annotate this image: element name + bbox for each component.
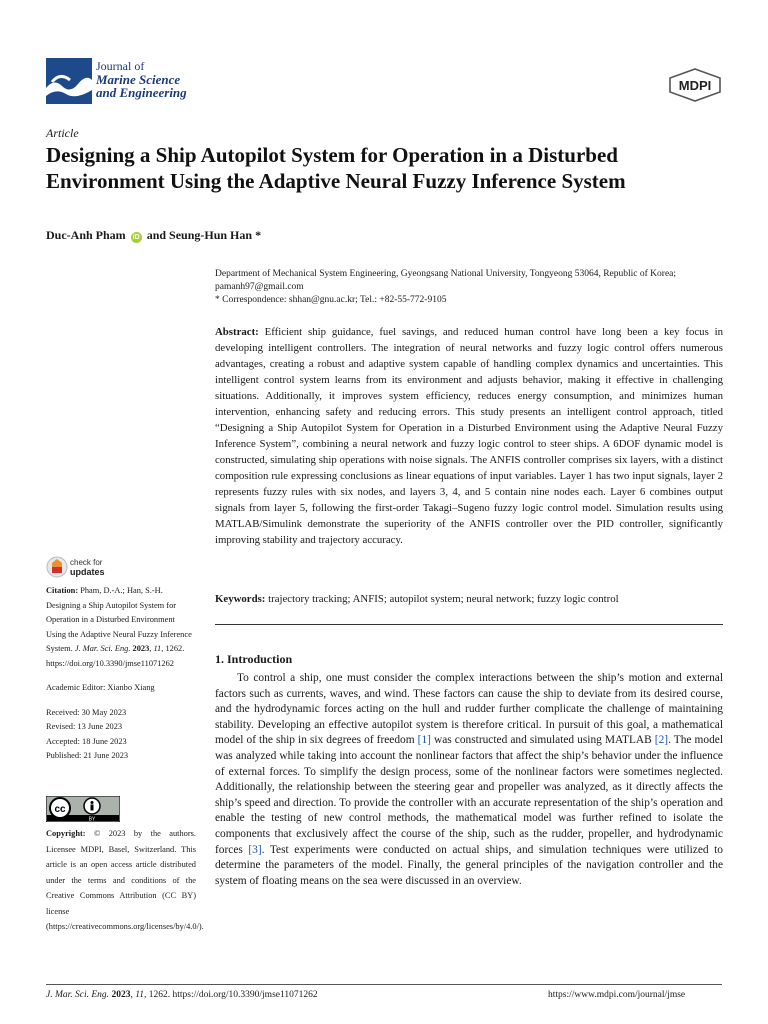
correspondence: * Correspondence: shhan@gnu.ac.kr; Tel.: +82-55-772-9105 [215,295,447,305]
journal-name-line3: and Engineering [96,85,187,100]
paper-title: Designing a Ship Autopilot System for Operation in a Disturbed Environment Using the Adaptive Neural Fuzzy Inference System [46,143,626,193]
mdpi-logo-text: MDPI [678,78,712,93]
journal-name [96,60,187,99]
citation-link[interactable]: [3] [248,843,262,856]
abstract-text: Efficient ship guidance, fuel savings, and reduced human control have long been a key focus in developing intelligent controllers. The integration of neural networks and fuzzy logic control offers numerous advantages, creating a robust and adaptive system capable of handling complex dynamics and uncertainties. This intelligent control system learns from its environment and adjusts behavior, making it effective in challenging situations. Additionally, it improves system efficiency, reduces energy consumption, and minimizes human intervention, enhancing safety and reducing errors. This study presents an intelligent control approach, titled “Designing a Ship Autopilot System for Operation in a Disturbed Environment using the Adaptive Neural Fuzzy Inference System”, combining a neural network and fuzzy logic control to steer ships. A 6DOF dynamic model is constructed, simulating ship operations with noise signals. The ANFIS controller comprises six layers, with a distinct composition rule expressing conclusions as linear equations of input variables. Layer 1 has two input signals, layer 2 represents fuzzy rules with six nodes, and layers 3, 4, and 5 contain nine nodes each. Layer 6 combines output signals from layer 5, following the first-order Takagi–Sugeno fuzzy logic control model. Simulation results using MATLAB/Simulink demonstrate the superiority of the ANFIS controller over the PID controller, significantly improving stability and trajectory accuracy. [215,326,723,546]
citation-text: Pham, D.-A.; Han, S.-H. Designing a Ship Autopilot System for Operation in a Disturbed Environment Using the Adaptive Neural Fuzzy Inference System. [46,586,192,653]
intro-text: was constructed and simulated using MATLAB [430,734,655,747]
svg-text:cc: cc [54,804,66,815]
mdpi-logo-icon [668,68,722,102]
divider [215,624,723,625]
keywords [215,593,723,605]
citation-link[interactable]: [1] [417,734,431,747]
author-name[interactable]: and Seung-Hun Han * [146,228,262,242]
abstract-label: Abstract: [215,326,259,338]
footer-doi[interactable]: , 1262. https://doi.org/10.3390/jmse11071262 [143,990,318,1000]
copyright-label: Copyright: [46,829,86,838]
dates [46,706,194,764]
abstract [215,324,723,548]
journal-name-line1: Journal of [96,59,145,73]
footer-year: 2023 [111,990,131,1000]
footer-citation: J. Mar. Sci. Eng. 2023, 11, 1262. https://doi.org/10.3390/jmse11071262 [46,990,318,1000]
intro-text: To control a ship, one must consider the complex interactions between the ship’s motion and external factors such as currents, waves, and wind. These factors can cause the ship to deviate from its desired course, and the hydrodynamic forces acting on the hull and rudder further complicate the challenge of maintaining stability. Developing an effective autopilot system is therefore critical. In pursuit of this goal, a mathematical model of the ship in six degrees of freedom [215,672,723,747]
copyright-notice [46,826,204,935]
section-heading: 1. Introduction [215,652,293,666]
citation-label: Citation: [46,586,79,595]
affiliation [215,268,725,307]
sidebar-info [46,584,194,764]
citation-year: 2023 [132,644,150,653]
footer-journal-url[interactable]: https://www.mdpi.com/journal/jmse [548,990,686,1000]
published-date: Published: 21 June 2023 [46,751,129,760]
cc-badge-label: BY [88,816,96,822]
revised-date: Revised: 13 June 2023 [46,722,123,731]
footer-divider [46,984,722,985]
received-date: Received: 30 May 2023 [46,707,127,717]
author-list [46,228,261,243]
journal-logo-icon [46,58,92,104]
keywords-label: Keywords: [215,593,266,605]
citation-journal: J. Mar. Sci. Eng. [74,644,131,653]
citation-volume: 11 [153,644,162,653]
intro-text: . Test experiments were conducted on actual ships, and simulation techniques were utilized to determine the parameters of the model. Finally, the general principles of the navigation controller and the system of floating means on the sea were discussed in an overview. [215,843,723,887]
affiliation-line: Department of Mechanical System Engineering, Gyeongsang National University, Tongyeong 53064, Republic of Korea; [215,269,677,279]
citation-doi[interactable]: , 1262. https://doi.org/10.3390/jmse11071262 [46,644,185,668]
citation-link[interactable]: [2] [654,734,669,747]
journal-name-line2: Marine Science [96,72,181,87]
check-for-updates-line1: check for [70,558,103,567]
author-name[interactable]: Duc-Anh Pham [46,228,126,242]
check-for-updates-line2: updates [70,567,105,577]
orcid-icon[interactable]: iD [132,234,140,241]
accepted-date: Accepted: 18 June 2023 [46,736,127,746]
article-type: Article [46,126,79,140]
affiliation-email[interactable]: pamanh97@gmail.com [215,282,304,292]
cc-by-license-icon[interactable] [46,796,120,822]
citation-block: Citation: Pham, D.-A.; Han, S.-H. Designing a Ship Autopilot System for Operation in a Disturbed Environment Using the Adaptive Neural Fuzzy Inference System. J. Mar. Sci. Eng. 2023, 11, 1262. https://doi.org/10.3390/jmse11071262 [46,586,192,668]
check-for-updates-icon[interactable] [46,555,126,579]
footer-journal: J. Mar. Sci. Eng. [46,990,110,1000]
copyright-text: © 2023 by the authors. Licensee MDPI, Basel, Switzerland. This article is an open access article distributed under the terms and conditions of the Creative Commons Attribution (CC BY) license (https://creativecommons.org/licenses/by/4.0/). [46,829,204,931]
footer-volume: 11 [135,990,144,1000]
academic-editor: Academic Editor: Xianbo Xiang [46,683,155,692]
introduction-body [215,671,723,889]
keywords-text: trajectory tracking; ANFIS; autopilot system; neural network; fuzzy logic control [268,593,619,605]
intro-text: . The model was analyzed while taking into account the nonlinear factors that affect the ship’s behavior under the influence of external forces. To simplify the design process, some of the nonlinear factors were sometimes neglected. Additionally, the relationship between the steering gear and propeller was analyzed, as it directly affects the ship’s speed and direction. To provide the controller with an accurate representation of the ship’s operation and enable the testing of new control methods, the mathematical model was further refined to isolate the components that exclusively affect the course of the ship, such as the rudder, propeller, and hydrodynamic forces [215,734,723,856]
